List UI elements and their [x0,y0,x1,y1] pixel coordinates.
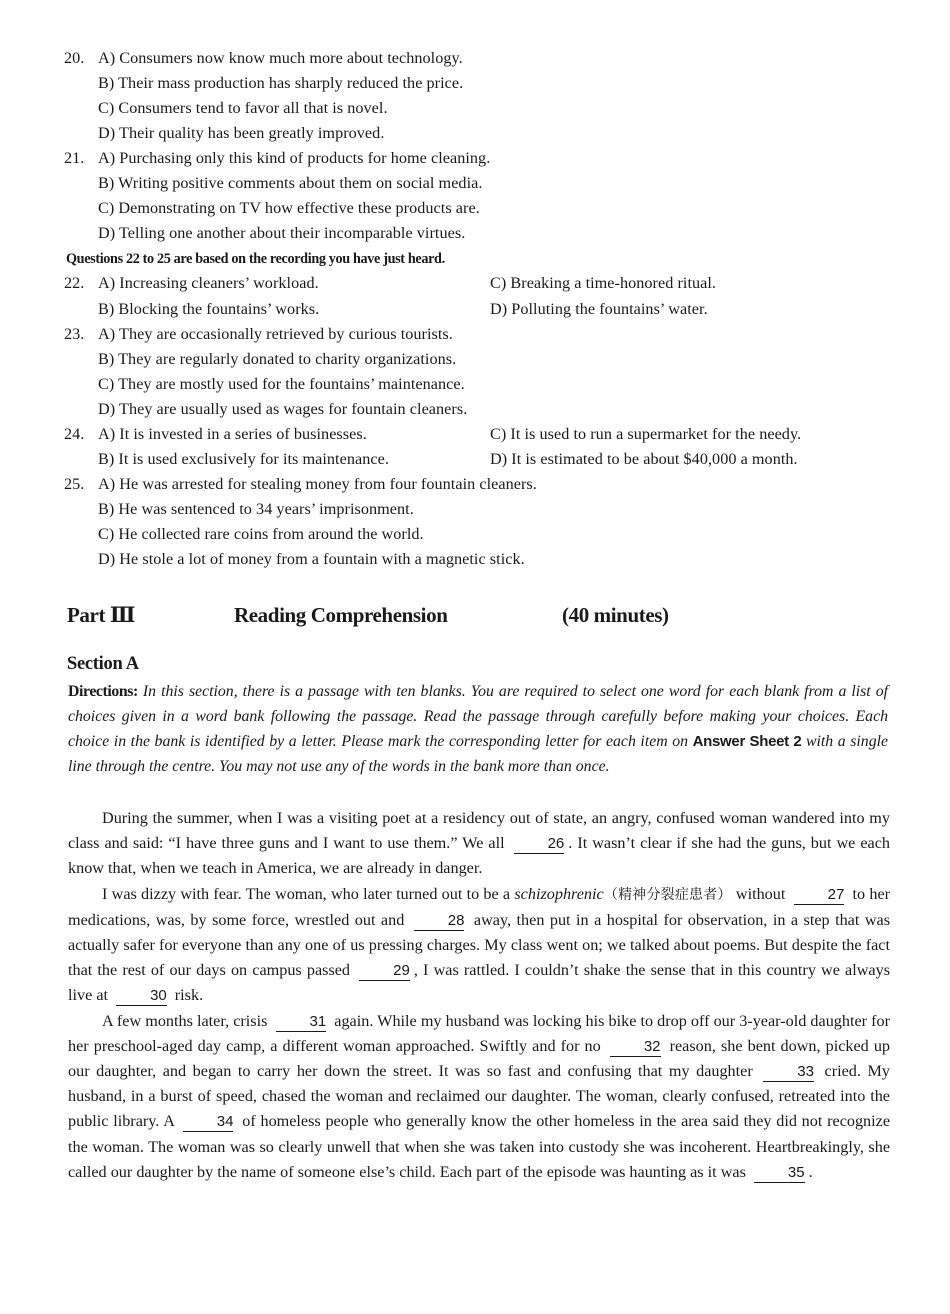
blank-28: 28 [414,912,465,931]
directions-label: Directions: [68,683,138,700]
answer-sheet-label: Answer Sheet 2 [692,733,802,750]
part-time: (40 minutes) [562,603,669,627]
part-title: Reading Comprehension [234,603,448,627]
question-20-option-c: C) Consumers tend to favor all that is novel. [98,99,388,117]
recording-note: Questions 22 to 25 are based on the recording you have just heard. [66,251,445,267]
question-21-option-c: C) Demonstrating on TV how effective these products are. [98,199,480,217]
question-20-option-d: D) Their quality has been greatly improved. [98,124,385,142]
question-21-option-b: B) Writing positive comments about them on social media. [98,174,483,192]
question-number: 23. [64,325,85,343]
blank-32: 32 [610,1038,661,1057]
question-25-option-b: B) He was sentenced to 34 years’ imprisonment. [98,500,414,518]
question-number: 21. [64,149,85,167]
question-number: 25. [64,475,85,493]
question-number: 22. [64,274,85,292]
blank-27: 27 [794,886,845,905]
question-21-option-a: 21. A) Purchasing only this kind of products for home cleaning. [64,149,491,167]
question-25-option-d: D) He stole a lot of money from a fountain with a magnetic stick. [98,550,525,568]
question-23-option-b: B) They are regularly donated to charity organizations. [98,350,457,368]
question-number: 24. [64,425,85,443]
question-23-option-c: C) They are mostly used for the fountains’ maintenance. [98,375,465,393]
question-21-option-d: D) Telling one another about their incomparable virtues. [98,224,466,242]
directions: Directions: In this section, there is a passage with ten blanks. You are required to select one word for each blank from a list of choices given in a word bank following the passage. Read the passage through carefully before making your choices. Each choice in the bank is identified by a letter. Please mark the corresponding letter for each item on Answer Sheet 2 with a single line through the centre. You may not use any of the words in the bank more than once. [68,683,888,775]
question-24-option-b: B) It is used exclusively for its maintenance. [98,450,389,468]
chinese-gloss: （精神分裂症患者） [603,886,732,903]
question-25-option-c: C) He collected rare coins from around the world. [98,525,424,543]
blank-29: 29 [359,962,410,981]
blank-35: 35 [754,1164,805,1183]
question-22-option-c: C) Breaking a time-honored ritual. [490,274,717,292]
question-number: 20. [64,49,85,67]
question-22-option-a: 22. A) Increasing cleaners’ workload. [64,274,319,292]
question-24-option-a: 24. A) It is invested in a series of businesses. [64,425,367,443]
passage [68,806,890,1185]
paragraph-1: During the summer, when I was a visiting poet at a residency out of state, an angry, confused woman wandered into my class and said: “I have three guns and I want to use them.” We all 26 . It wasn’t clear if she had the guns, but we each know that, when we teach in America, we are already in danger. [68,809,891,878]
blank-30: 30 [116,987,167,1006]
schizophrenic-term: schizophrenic [514,884,604,903]
blank-33: 33 [763,1063,814,1082]
blank-26: 26 [514,835,565,854]
question-22-option-b: B) Blocking the fountains’ works. [98,300,320,318]
question-24-option-d: D) It is estimated to be about $40,000 a month. [490,450,798,468]
question-23-option-d: D) They are usually used as wages for fountain cleaners. [98,400,468,418]
part-label: Part Ⅲ [67,603,136,627]
question-25-option-a: 25. A) He was arrested for stealing money from four fountain cleaners. [64,475,537,493]
question-22-option-d: D) Polluting the fountains’ water. [490,300,708,318]
blank-31: 31 [276,1013,327,1032]
blank-34: 34 [183,1113,234,1132]
question-23-option-a: 23. A) They are occasionally retrieved by curious tourists. [64,325,453,343]
question-24-option-c: C) It is used to run a supermarket for the needy. [490,425,802,443]
paragraph-2: I was dizzy with fear. The woman, who later turned out to be a schizophrenic（精神分裂症患者） without 27 to her medications, was, by some force, wrestled out and 28 away, then put in a hospital for observation, in a step that was actually safer for everyone than any one of us pressing charges. My class went on; we talked about poems. But despite the fact that the rest of our days on campus passed 29 , I was rattled. I couldn’t shake the sense that in this country we always live at 30 risk. [68,884,891,1005]
question-20-option-b: B) Their mass production has sharply reduced the price. [98,74,464,92]
paragraph-3: A few months later, crisis 31 again. While my husband was locking his bike to drop off our 3-year-old daughter for her preschool-aged day camp, a different woman approached. Swiftly and for no 32 reason, she bent down, picked up our daughter, and began to carry her down the street. It was so fast and confusing that my daughter 33 cried. My husband, in a burst of speed, chased the woman and reclaimed our daughter. The woman, clearly confused, retreated into the public library. A 34 of homeless people who generally know the other homeless in the area said they did not recognize the woman. The woman was so clearly unwell that when she was taken into custody she was incoherent. Heartbreakingly, she called our daughter by the name of someone else’s child. Each part of the episode was haunting as it was 35 . [68,1011,891,1181]
section-title: Section A [67,654,139,674]
question-20-option-a: 20. A) Consumers now know much more about technology. [64,49,463,67]
